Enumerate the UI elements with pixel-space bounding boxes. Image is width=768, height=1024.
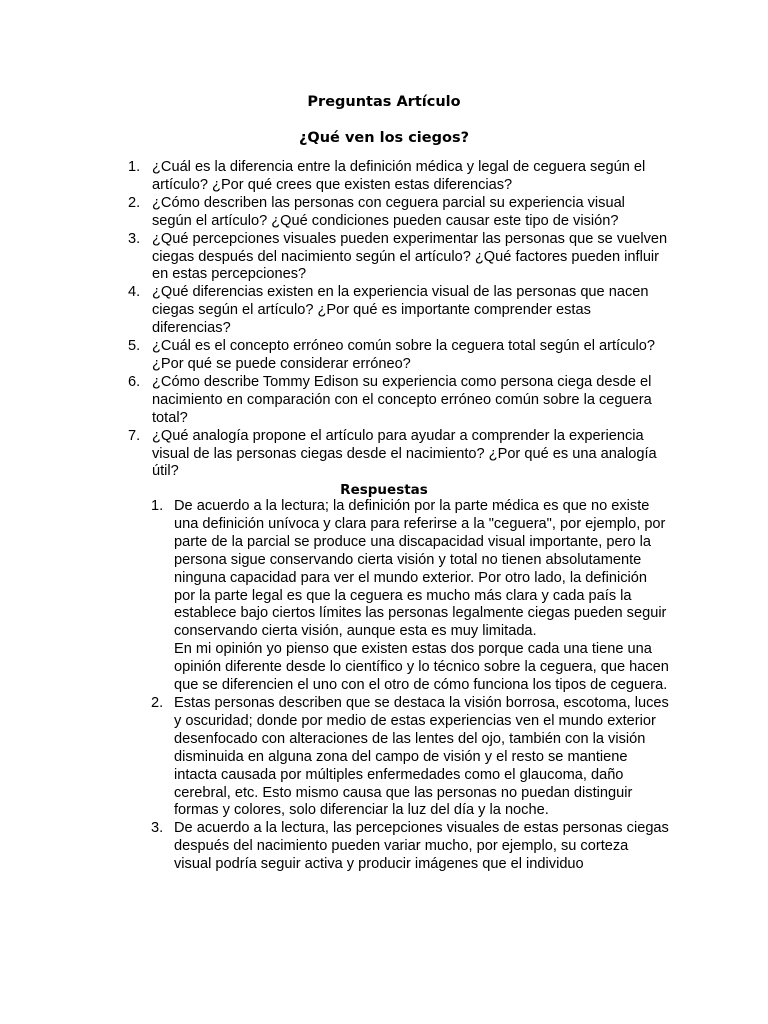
question-item [128, 195, 668, 231]
question-text: ¿Cuál es la diferencia entre la definición médica y legal de ceguera según el artículo? ¿Por qué crees que existen estas diferencias? [152, 159, 646, 193]
questions-list [128, 159, 668, 481]
answer-number: 3. [151, 820, 164, 837]
answer-paragraph: De acuerdo a la lectura; la definición por la parte médica es que no existe una definición unívoca y clara para referirse a la "ceguera", por ejemplo, por parte de la parcial se produce una discapacidad visual importante, pero la persona sigue conservando cierta visión y total no tienen absolutamente ninguna capacidad para ver el mundo exterior. Por otro lado, la definición por la parte legal es que la ceguera es mucho más clara y cada país la establece bajo ciertos límites las personas legalmente ciegas pueden seguir conservando cierta visión, aunque esta es muy limitada. [174, 498, 667, 640]
question-number: 4. [128, 284, 141, 301]
question-text: ¿Qué diferencias existen en la experiencia visual de las personas que nacen ciegas según el artículo? ¿Por qué es importante comprender estas diferencias? [152, 284, 649, 337]
answer-item [151, 498, 669, 695]
question-item [128, 338, 668, 374]
question-number: 6. [128, 373, 141, 390]
question-item [128, 374, 668, 428]
answers-heading: Respuestas [340, 482, 428, 498]
answer-number: 2. [151, 694, 164, 711]
answer-paragraph: En mi opinión yo pienso que existen estas dos porque cada una tiene una opinión diferente desde lo científico y lo técnico sobre la ceguera, que hacen que se diferencien el uno con el otro de cómo funciona los tipos de ceguera. [174, 641, 669, 694]
question-item [128, 231, 668, 285]
question-number: 5. [128, 338, 141, 355]
question-number: 1. [128, 159, 141, 175]
question-number: 3. [128, 230, 141, 247]
question-number: 2. [128, 194, 141, 211]
answer-paragraph: Estas personas describen que se destaca la visión borrosa, escotoma, luces y oscuridad; donde por medio de estas experiencias ven el mundo exterior desenfocado con alteraciones de las lentes del ojo, también con la visión disminuida en alguna zona del campo de visión y el resto se mantiene intacta causada por múltiples enfermedades como el glaucoma, daño cerebral, etc. Esto mismo causa que las personas no puedan distinguir formas y colores, solo diferenciar la luz del día y la noche. [174, 694, 669, 819]
question-text: ¿Qué percepciones visuales pueden experimentar las personas que se vuelven ciegas después del nacimiento según el artículo? ¿Qué factores pueden influir en estas percepciones? [152, 230, 668, 283]
question-item [128, 284, 668, 338]
question-number: 7. [128, 427, 141, 444]
answers-list [151, 498, 669, 874]
question-item [128, 428, 668, 482]
question-text: ¿Cómo describen las personas con ceguera parcial su experiencia visual según el artículo? ¿Qué condiciones pueden causar este tipo de visión? [152, 194, 625, 229]
question-text: ¿Cuál es el concepto erróneo común sobre la ceguera total según el artículo? ¿Por qué se puede considerar erróneo? [152, 338, 655, 372]
answer-item [151, 820, 669, 874]
question-text: ¿Qué analogía propone el artículo para ayudar a comprender la experiencia visual de las personas ciegas desde el nacimiento? ¿Por qué es una analogía útil? [152, 427, 657, 480]
document-subtitle: ¿Qué ven los ciegos? [299, 130, 469, 146]
document-title: Preguntas Artículo [307, 94, 461, 110]
question-item [128, 159, 668, 195]
question-text: ¿Cómo describe Tommy Edison su experiencia como persona ciega desde el nacimiento en comparación con el concepto erróneo común sobre la ceguera total? [152, 373, 652, 426]
answer-number: 1. [151, 498, 164, 514]
answer-item [151, 695, 669, 820]
answer-paragraph: De acuerdo a la lectura, las percepciones visuales de estas personas ciegas después del nacimiento pueden variar mucho, por ejemplo, su corteza visual podría seguir activa y producir imágenes que el individuo [174, 820, 669, 873]
